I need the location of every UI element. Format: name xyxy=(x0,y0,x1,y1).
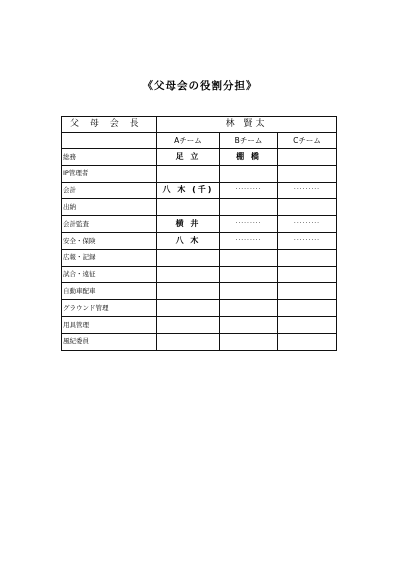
team-a-cell xyxy=(157,249,220,266)
role-name-cell: IP管理者 xyxy=(62,165,157,182)
chair-label: 父 母 会 長 xyxy=(62,117,157,133)
role-name-cell: 試合・遠征 xyxy=(62,266,157,283)
team-b-cell xyxy=(220,249,278,266)
chair-name: 林 賢太 xyxy=(157,117,337,133)
team-a-cell xyxy=(157,283,220,300)
table-row xyxy=(62,333,337,350)
table-row xyxy=(62,316,337,333)
table-row xyxy=(62,266,337,283)
role-name-cell: 安全・保険 xyxy=(62,232,157,249)
team-b-cell xyxy=(220,333,278,350)
team-c-cell xyxy=(278,283,337,300)
team-c-cell xyxy=(278,316,337,333)
team-a-header: Aチーム xyxy=(157,133,220,149)
team-c-cell xyxy=(278,165,337,182)
table-row xyxy=(62,300,337,317)
team-b-cell xyxy=(220,199,278,216)
team-b-cell: ········· xyxy=(220,216,278,233)
table-row xyxy=(62,149,337,166)
team-b-cell: ········· xyxy=(220,232,278,249)
table-row xyxy=(62,182,337,199)
role-name-cell: 風紀委員 xyxy=(62,333,157,350)
role-name-cell: 自動車配車 xyxy=(62,283,157,300)
role-name-cell: 総務 xyxy=(62,149,157,166)
team-b-cell xyxy=(220,300,278,317)
team-a-cell xyxy=(157,199,220,216)
chair-row xyxy=(62,117,337,133)
team-a-cell xyxy=(157,333,220,350)
table-row xyxy=(62,249,337,266)
table-row xyxy=(62,232,337,249)
team-b-cell xyxy=(220,283,278,300)
team-c-cell xyxy=(278,266,337,283)
team-a-cell: 横 井 xyxy=(157,216,220,233)
team-b-cell: ········· xyxy=(220,182,278,199)
role-name-cell: 広報・記録 xyxy=(62,249,157,266)
team-a-cell xyxy=(157,316,220,333)
team-c-cell: ········· xyxy=(278,232,337,249)
role-rows xyxy=(62,149,337,351)
team-a-cell xyxy=(157,266,220,283)
team-c-cell xyxy=(278,333,337,350)
team-b-cell xyxy=(220,316,278,333)
team-c-cell xyxy=(278,149,337,166)
team-header-row xyxy=(62,133,337,149)
role-name-cell: グラウンド管理 xyxy=(62,300,157,317)
table-row xyxy=(62,283,337,300)
table-row xyxy=(62,216,337,233)
team-c-header: Cチーム xyxy=(278,133,337,149)
team-c-cell: ········· xyxy=(278,182,337,199)
table-row xyxy=(62,199,337,216)
team-a-cell xyxy=(157,300,220,317)
team-b-cell xyxy=(220,165,278,182)
team-a-cell: 八 木 xyxy=(157,232,220,249)
table-row xyxy=(62,165,337,182)
team-a-cell: 八 木 (千) xyxy=(157,182,220,199)
team-b-cell xyxy=(220,266,278,283)
team-c-cell: ········· xyxy=(278,216,337,233)
empty-corner-cell xyxy=(62,133,157,149)
role-name-cell: 出納 xyxy=(62,199,157,216)
document-title: 《父母会の役割分担》 xyxy=(142,80,258,92)
team-c-cell xyxy=(278,199,337,216)
team-b-header: Bチーム xyxy=(220,133,278,149)
team-b-cell: 棚 橋 xyxy=(220,149,278,166)
team-c-cell xyxy=(278,249,337,266)
role-name-cell: 会計 xyxy=(62,182,157,199)
role-name-cell: 用具管理 xyxy=(62,316,157,333)
team-c-cell xyxy=(278,300,337,317)
team-a-cell xyxy=(157,165,220,182)
role-assignment-table xyxy=(61,116,337,351)
team-a-cell: 足 立 xyxy=(157,149,220,166)
role-name-cell: 会計監査 xyxy=(62,216,157,233)
